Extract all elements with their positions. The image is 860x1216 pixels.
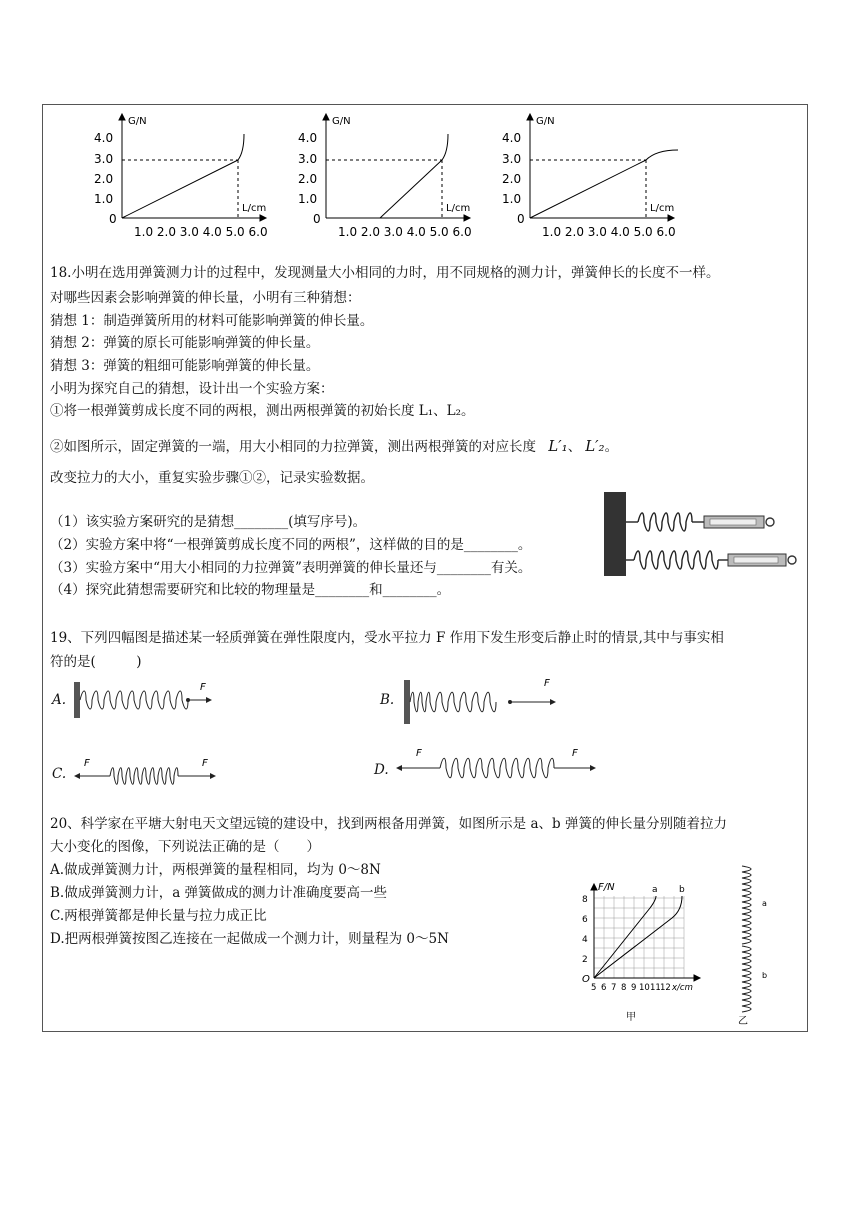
q20-option-a[interactable]: A.做成弹簧测力计，两根弹簧的量程相同，均为 0～8N bbox=[50, 862, 381, 878]
q20-graph-jia bbox=[574, 878, 724, 1028]
graph-2-ytick: 4.0 bbox=[298, 131, 318, 145]
graph-3-ytick: 1.0 bbox=[502, 192, 522, 206]
graph-jia-ylabel: F/N bbox=[598, 882, 615, 893]
q19-b-force-label: F bbox=[544, 678, 550, 689]
graph-jia-ytick: 4 bbox=[582, 935, 588, 945]
q19-option-c-label: C. bbox=[52, 766, 67, 782]
graph-3-xticks: 1.0 2.0 3.0 4.0 5.0 6.0 bbox=[542, 225, 676, 239]
q18-step-2-end: 。 bbox=[604, 439, 619, 455]
graph-jia-ytick: 2 bbox=[582, 955, 588, 965]
q18-sub-3: （3）实验方案中“用大小相同的力拉弹簧”表明弹簧的伸长量还与________有关。 bbox=[50, 560, 532, 576]
graph-jia-origin: O bbox=[582, 974, 590, 985]
graph-jia-xtick: 8 bbox=[621, 983, 627, 993]
graph-3-ytick: 0 bbox=[517, 212, 525, 226]
q18-guess-3: 猜想 3：弹簧的粗细可能影响弹簧的伸长量。 bbox=[50, 358, 320, 374]
q20-option-c[interactable]: C.两根弹簧都是伸长量与拉力成正比 bbox=[50, 908, 267, 924]
spring-long bbox=[626, 551, 728, 569]
spring-a-label: a bbox=[762, 899, 767, 908]
q18-intro-line2: 对哪些因素会影响弹簧的伸长量，小明有三种猜想： bbox=[50, 290, 361, 306]
q18-guess-1: 猜想 1：制造弹簧所用的材料可能影响弹簧的伸长量。 bbox=[50, 313, 374, 329]
q19-option-d-figure[interactable] bbox=[394, 744, 604, 788]
graph-3-ytick: 4.0 bbox=[502, 131, 522, 145]
q19-option-b-label: B. bbox=[380, 692, 395, 708]
graph-2-xlabel: L/cm bbox=[446, 203, 471, 214]
graph-1-ytick: 4.0 bbox=[94, 131, 114, 145]
graph-3 bbox=[500, 112, 680, 242]
graph-jia-xtick: 7 bbox=[611, 983, 617, 993]
graph-2 bbox=[296, 112, 476, 242]
spring-b-coil bbox=[742, 946, 751, 1012]
graph-jia-xlabel: x/cm bbox=[672, 983, 693, 993]
q18-l2-prime: L′₂ bbox=[585, 437, 605, 455]
graph-jia-xtick: 11 bbox=[650, 983, 661, 993]
graph-jia-xtick: 12 bbox=[660, 983, 671, 993]
q18-repeat: 改变拉力的大小，重复实验步骤①②，记录实验数据。 bbox=[50, 470, 374, 486]
q20-option-b[interactable]: B.做成弹簧测力计，a 弹簧做成的测力计准确度要高一些 bbox=[50, 885, 388, 901]
series-b-label: b bbox=[679, 885, 685, 895]
q18-step-2 bbox=[50, 436, 618, 457]
q19-d-force-right: F bbox=[572, 748, 578, 759]
q18-plan: 小明为探究自己的猜想，设计出一个实验方案： bbox=[50, 381, 334, 397]
graph-jia-xtick: 5 bbox=[591, 983, 597, 993]
q18-sub-1: （1）该实验方案研究的是猜想________(填写序号)。 bbox=[50, 514, 367, 530]
q19-line-1: 19、下列四幅图是描述某一轻质弹簧在弹性限度内，受水平拉力 F 作用下发生形变后静止时的情景,其中与事实相 bbox=[50, 630, 724, 646]
graph-1-xticks: 1.0 2.0 3.0 4.0 5.0 6.0 bbox=[134, 225, 268, 239]
graph-1-ylabel: G/N bbox=[128, 116, 147, 127]
q18-sep: 、 bbox=[567, 439, 582, 455]
q18-intro-line1: 18.小明在选用弹簧测力计的过程中，发现测量大小相同的力时，用不同规格的测力计，弹簧伸长的长度不一样。 bbox=[50, 265, 720, 281]
q19-option-b-figure[interactable] bbox=[400, 674, 580, 726]
spring-a-coil bbox=[742, 866, 751, 944]
q18-sub-2: （2）实验方案中将“一根弹簧剪成长度不同的两根”，这样做的目的是________。 bbox=[50, 537, 532, 553]
q19-d-force-left: F bbox=[416, 748, 422, 759]
q18-guess-2: 猜想 2：弹簧的原长可能影响弹簧的伸长量。 bbox=[50, 335, 320, 351]
q19-c-force-right: F bbox=[202, 758, 208, 769]
series-a-label: a bbox=[652, 885, 658, 895]
graph-2-ytick: 1.0 bbox=[298, 192, 318, 206]
q20-option-d[interactable]: D.把两根弹簧按图乙连接在一起做成一个测力计，则量程为 0～5N bbox=[50, 931, 449, 947]
spring-b-label: b bbox=[762, 971, 768, 980]
q19-a-force-label: F bbox=[200, 682, 206, 693]
graph-jia-caption: 甲 bbox=[626, 1012, 636, 1023]
q20-figure-yi bbox=[730, 862, 780, 1028]
q19-option-c-figure[interactable] bbox=[70, 754, 230, 794]
graph-1-ytick: 3.0 bbox=[94, 152, 114, 166]
graph-jia-xtick: 10 bbox=[639, 983, 650, 993]
q19-c-force-left: F bbox=[84, 758, 90, 769]
q19-line-2: 符的是( ) bbox=[50, 654, 142, 670]
graph-2-ytick: 3.0 bbox=[298, 152, 318, 166]
graph-1-ytick: 2.0 bbox=[94, 172, 114, 186]
force-meter-1 bbox=[704, 516, 774, 528]
graph-jia-xtick: 6 bbox=[601, 983, 607, 993]
figure-yi-caption: 乙 bbox=[738, 1016, 748, 1027]
q19-option-a-figure[interactable] bbox=[70, 676, 230, 722]
q19-option-a-label: A. bbox=[52, 692, 67, 708]
graph-jia-xtick: 9 bbox=[631, 983, 637, 993]
q20-line-1: 20、科学家在平塘大射电天文望远镜的建设中，找到两根备用弹簧，如图所示是 a、b 弹簧的伸长量分别随着拉力 bbox=[50, 816, 727, 832]
graph-2-ylabel: G/N bbox=[332, 116, 351, 127]
graph-3-ytick: 2.0 bbox=[502, 172, 522, 186]
spring-apparatus-figure bbox=[604, 490, 804, 580]
q18-l1-prime: L′₁ bbox=[548, 437, 568, 455]
q19-option-d-label: D. bbox=[374, 762, 389, 778]
graph-3-ytick: 3.0 bbox=[502, 152, 522, 166]
force-meter-2 bbox=[728, 554, 796, 566]
q18-step-2-text: ②如图所示，固定弹簧的一端，用大小相同的力拉弹簧，测出两根弹簧的对应长度 bbox=[50, 439, 536, 455]
graph-1-ytick: 0 bbox=[109, 212, 117, 226]
graph-jia-ytick: 8 bbox=[582, 895, 588, 905]
q20-line-2: 大小变化的图像，下列说法正确的是（ ） bbox=[50, 839, 320, 855]
graph-2-ytick: 2.0 bbox=[298, 172, 318, 186]
graph-1-ytick: 1.0 bbox=[94, 192, 114, 206]
graph-3-xlabel: L/cm bbox=[650, 203, 675, 214]
graph-jia-ytick: 6 bbox=[582, 915, 588, 925]
spring-short bbox=[626, 513, 704, 531]
graph-1-xlabel: L/cm bbox=[242, 203, 267, 214]
q18-step-1: ①将一根弹簧剪成长度不同的两根，测出两根弹簧的初始长度 L₁、L₂。 bbox=[50, 403, 475, 419]
series-b-line bbox=[594, 896, 682, 978]
graph-1 bbox=[92, 112, 272, 242]
graph-2-ytick: 0 bbox=[313, 212, 321, 226]
q18-sub-4: （4）探究此猜想需要研究和比较的物理量是________和________。 bbox=[50, 582, 451, 598]
graph-2-xticks: 1.0 2.0 3.0 4.0 5.0 6.0 bbox=[338, 225, 472, 239]
graph-3-ylabel: G/N bbox=[536, 116, 555, 127]
